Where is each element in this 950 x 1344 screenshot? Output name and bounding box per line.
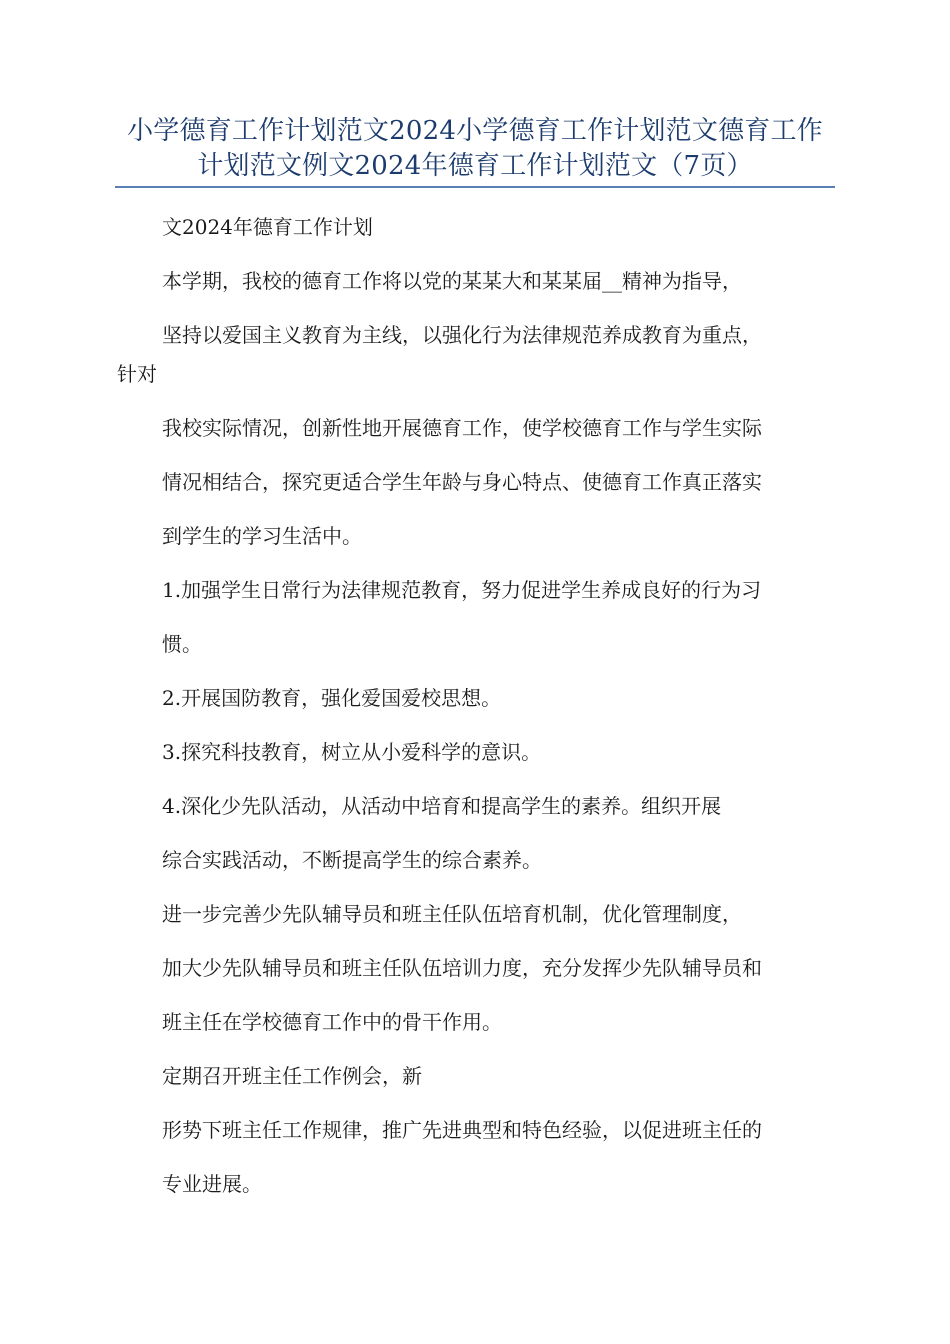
body-line-6: 情况相结合，探究更适合学生年龄与身心特点、使德育工作真正落实 (162, 470, 762, 494)
body-line-19: 专业进展。 (162, 1172, 262, 1196)
body-line-4: 针对 (117, 362, 157, 386)
body-line-1: 文2024年德育工作计划 (162, 215, 373, 239)
body-line-2: 本学期，我校的德育工作将以党的某某大和某某届__精神为指导， (162, 269, 742, 293)
body-line-7: 到学生的学习生活中。 (162, 524, 362, 548)
body-line-14: 进一步完善少先队辅导员和班主任队伍培育机制，优化管理制度， (162, 902, 742, 926)
document-title: 小学德育工作计划范文2024小学德育工作计划范文德育工作计划范文例文2024年德育工作计划范文（7页） (127, 116, 823, 181)
body-line-15: 加大少先队辅导员和班主任队伍培训力度，充分发挥少先队辅导员和 (162, 956, 762, 980)
body-line-18: 形势下班主任工作规律，推广先进典型和特色经验，以促进班主任的 (162, 1118, 762, 1142)
body-line-13: 综合实践活动，不断提高学生的综合素养。 (162, 848, 542, 872)
title-underline (115, 186, 835, 188)
body-line-11: 3.探究科技教育，树立从小爱科学的意识。 (162, 740, 542, 764)
body-line-12: 4.深化少先队活动，从活动中培育和提高学生的素养。组织开展 (162, 794, 722, 818)
body-line-5: 我校实际情况，创新性地开展德育工作，使学校德育工作与学生实际 (162, 416, 762, 440)
body-line-16: 班主任在学校德育工作中的骨干作用。 (162, 1010, 502, 1034)
body-line-17: 定期召开班主任工作例会，新 (162, 1064, 422, 1088)
body-line-3: 坚持以爱国主义教育为主线，以强化行为法律规范养成教育为重点， (162, 323, 762, 347)
body-line-8: 1.加强学生日常行为法律规范教育，努力促进学生养成良好的行为习 (162, 578, 762, 602)
body-line-9: 惯。 (162, 632, 202, 656)
body-line-10: 2.开展国防教育，强化爱国爱校思想。 (162, 686, 502, 710)
